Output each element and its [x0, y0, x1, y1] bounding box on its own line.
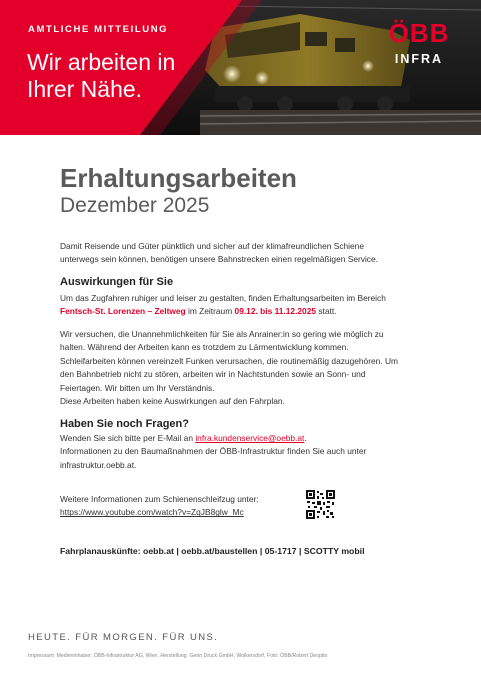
headline [27, 49, 175, 103]
impact-mid-text: im Zeitraum [185, 306, 235, 317]
email-prefix: Wenden Sie sich bitte per E-Mail an [60, 433, 196, 443]
info-line: Schleifarbeiten können vereinzelt Funken verursachen, die routinemäßig dazugehören. Um [60, 355, 398, 366]
email-line [60, 432, 440, 445]
qr-code-icon[interactable] [306, 490, 335, 519]
impact-paragraph [60, 292, 440, 319]
info-line: halten. Während der Arbeiten kann es trotzdem zu Lärmentwicklung kommen. [60, 342, 349, 353]
infra-logo-text: INFRA [394, 52, 444, 66]
impact-heading: Auswirkungen für Sie [60, 276, 174, 288]
obb-logo-text: ÖBB [388, 18, 450, 48]
header-banner [0, 0, 481, 135]
official-notice-label: AMTLICHE MITTEILUNG [28, 24, 169, 35]
email-suffix: . [304, 433, 307, 443]
email-link[interactable]: infra.kundenservice@oebb.at [195, 433, 305, 443]
intro-paragraph [60, 240, 440, 267]
footer-claim: HEUTE. FÜR MORGEN. FÜR UNS. [28, 632, 219, 643]
info-line: Diese Arbeiten haben keine Auswirkungen auf den Fahrplan. [60, 396, 285, 407]
intro-line: unterwegs sein können, benötigen unsere Bahnstrecken einen regelmäßigen Service. [60, 254, 378, 265]
questions-paragraph [60, 432, 440, 472]
page-title: Erhaltungsarbeiten [60, 163, 297, 193]
impact-end-text: statt. [316, 306, 337, 317]
page-subtitle: Dezember 2025 [60, 194, 210, 217]
obb-infra-logo [378, 20, 460, 76]
info-source-url: infrastruktur.oebb.at. [60, 459, 137, 470]
headline-line-1: Wir arbeiten in [27, 49, 176, 75]
timetable-info: Fahrplanauskünfte: oebb.at | oebb.at/baustellen | 05-1717 | SCOTTY mobil [60, 546, 365, 556]
info-line: den Bahnbetrieb nicht zu stören, arbeiten wir in Nachtstunden sowie an Sonn- und [60, 369, 366, 380]
questions-heading: Haben Sie noch Fragen? [60, 418, 189, 430]
imprint: Impressum: Medieninhaber: ÖBB-Infrastruktur AG, Wien, Herstellung: Gerin Druck GmbH, Wolkersdorf, Foto: ÖBB/Robert Deopito [28, 653, 328, 659]
headline-line-2: Ihrer Nähe. [27, 76, 143, 102]
info-line: Wir versuchen, die Unannehmlichkeiten für Sie als Anrainer:in so gering wie möglich zu [60, 329, 384, 339]
info-source-line: Informationen zu den Baumaßnahmen der ÖBB-Infrastruktur finden Sie auch unter [60, 446, 367, 457]
route-name: Fentsch-St. Lorenzen – Zeltweg [60, 306, 186, 317]
info-paragraph [60, 328, 440, 408]
impact-line: Um das Zugfahren ruhiger und leiser zu gestalten, finden Erhaltungsarbeiten im Bereich [60, 293, 386, 303]
video-label: Weitere Informationen zum Schienenschleifzug unter: [60, 494, 259, 504]
info-line: Feiertagen. Wir bitten um Ihr Verständnis. [60, 382, 215, 393]
video-info [60, 493, 300, 520]
video-link[interactable]: https://www.youtube.com/watch?v=ZqJB8glw_Mc [60, 507, 244, 518]
impact-line-dates [60, 305, 440, 318]
intro-line: Damit Reisende und Güter pünktlich und sicher auf der klimafreundlichen Schiene [60, 241, 364, 251]
work-period: 09.12. bis 11.12.2025 [234, 306, 317, 317]
